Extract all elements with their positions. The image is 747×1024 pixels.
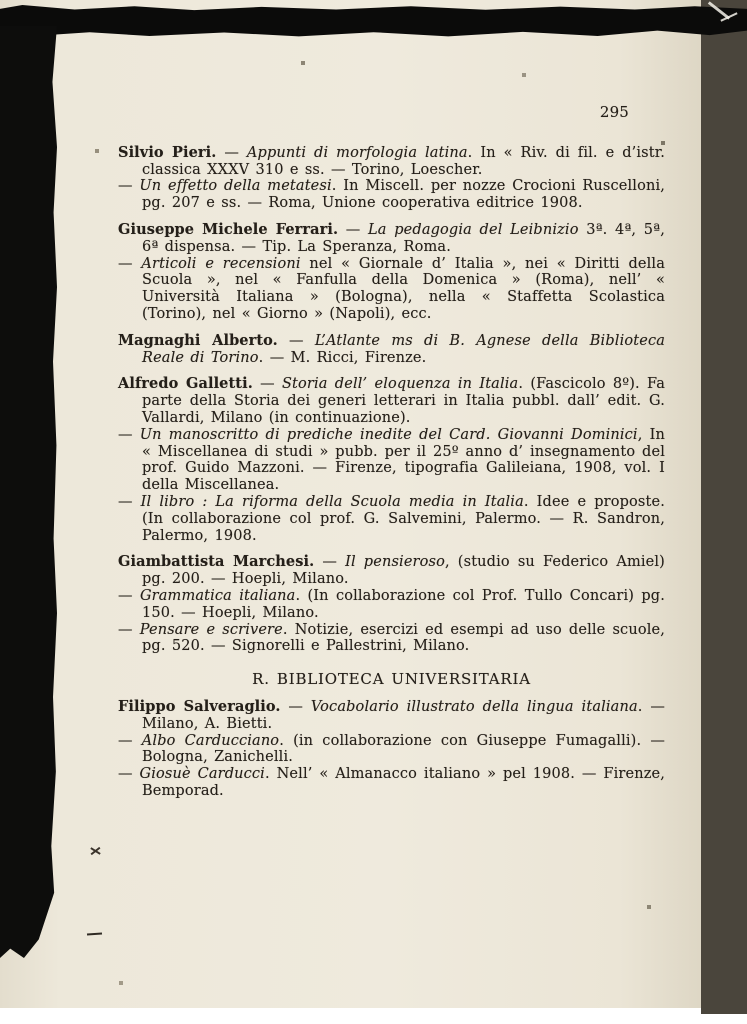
entry-text: nel « Giornale d’ Italia », nei « Diritti della Scuola », nel « Fanfulla della Domenica » (Roma), nell’ « Università Italiana » (Bologna), nella « Staffetta Scolastica (Torino), nel « Giorno » (Napoli), ecc. — [142, 255, 665, 322]
scan-edge-right — [701, 0, 747, 1014]
work-title: L’Atlante ms di B. Agnese della Biblioteca Reale di Torino — [142, 332, 666, 366]
entry-paragraph — [118, 178, 665, 212]
entry-text: — — [216, 144, 247, 161]
entry-paragraph — [118, 333, 665, 367]
entry-text: , In « Miscellanea di studi » pubb. per il 25º anno d’ insegnamento del prof. Guido Mazzoni. — Firenze, tipografia Galileiana, 1908, vol. I della Miscellanea. — [142, 426, 665, 494]
entry-text: . (Fascicolo 8º). Fa parte della Storia dei generi letterari in Italia pubbl. dall’ edit. G. Vallardi, Milano (in continuazione). — [142, 376, 666, 426]
entry-paragraph — [118, 622, 665, 656]
bibliography-entry — [118, 222, 665, 323]
entry-text: — — [118, 766, 140, 783]
author-name: Giambattista Marchesi. — [118, 553, 315, 571]
entry-text: , (studio su Federico Amiel) pg. 200. — Hoepli, Milano. — [142, 554, 665, 588]
entry-text: — — [277, 332, 315, 349]
entry-paragraph — [118, 554, 665, 588]
scan-edge-left — [0, 26, 57, 958]
entry-text: — — [314, 554, 346, 571]
work-title: Albo Carducciano — [141, 732, 280, 749]
work-title: Un manoscritto di prediche inedite del Card. Giovanni Dominici — [139, 426, 638, 443]
entry-text: — — [252, 376, 282, 393]
author-name: Silvio Pieri. — [118, 143, 217, 161]
work-title: Storia dell’ eloquenza in Italia — [281, 376, 519, 393]
work-title: Appunti di morfologia latina — [246, 144, 468, 161]
entry-text: — — [118, 426, 140, 443]
author-name: Giuseppe Michele Ferrari. — [118, 220, 339, 238]
bibliography-entry — [118, 554, 665, 655]
entry-text: . Notizie, esercizi ed esempi ad uso delle scuole, pg. 520. — Signorelli e Pallestrini, Milano. — [142, 621, 665, 655]
bibliography-entry — [118, 376, 665, 544]
author-name: Magnaghi Alberto. — [118, 331, 278, 349]
entry-paragraph — [118, 494, 665, 544]
work-title: Vocabolario illustrato della lingua italiana — [310, 698, 638, 715]
entry-text: — — [118, 587, 140, 604]
page-number: 295 — [599, 103, 629, 121]
entry-text: 3ª. 4ª, 5ª, 6ª dispensa. — Tip. La Speranza, Roma. — [142, 221, 665, 255]
bibliography-entry — [118, 145, 665, 212]
entry-paragraph — [118, 699, 665, 733]
work-title: La pedagogia del Leibnizio — [368, 221, 579, 238]
entry-text: . (in collaborazione con Giuseppe Fumagalli). — Bologna, Zanichelli. — [142, 732, 665, 766]
entry-text: . Idee e proposte. (In collaborazione col prof. G. Salvemini, Palermo. — R. Sandron, Palermo, 1908. — [142, 493, 665, 544]
entry-paragraph — [118, 766, 665, 800]
work-title: Pensare e scrivere — [139, 621, 283, 638]
work-title: Un effetto della metatesi — [139, 178, 332, 195]
entry-text: — — [118, 732, 142, 749]
section-heading: R. BIBLIOTECA UNIVERSITARIA — [252, 670, 531, 689]
bibliography-entry — [118, 699, 665, 800]
entry-text: . — Milano, A. Bietti. — [142, 698, 666, 732]
scan-edge-top — [0, 5, 747, 37]
entry-paragraph — [118, 256, 665, 323]
page-content — [118, 104, 665, 810]
entry-text: . — M. Ricci, Firenze. — [258, 349, 427, 366]
entry-paragraph — [118, 733, 665, 767]
entry-paragraph — [118, 588, 665, 622]
work-title: Il libro : La riforma della Scuola media in Italia — [140, 493, 524, 510]
margin-pen-mark — [90, 845, 101, 856]
entry-text: . In Miscell. per nozze Crocioni Ruscelloni, pg. 207 e ss. — Roma, Unione cooperativa editrice 1908. — [142, 178, 665, 212]
entry-paragraph — [118, 376, 665, 426]
entry-text: — — [118, 178, 140, 195]
bibliography — [118, 145, 665, 800]
work-title: Grammatica italiana — [139, 587, 296, 604]
entry-text: — — [118, 621, 140, 638]
entry-text: — — [118, 493, 141, 510]
author-name: Alfredo Galletti. — [118, 375, 253, 393]
work-title: Giosuè Carducci — [139, 766, 265, 783]
entry-text: . (In collaborazione col Prof. Tullo Concari) pg. 150. — Hoepli, Milano. — [142, 587, 666, 621]
entry-paragraph — [118, 145, 665, 179]
entry-text: — — [338, 221, 369, 238]
work-title: Il pensieroso — [345, 554, 445, 571]
entry-text: . In « Riv. di fil. e d’istr. classica XXXV 310 e ss. — Torino, Loescher. — [142, 144, 665, 178]
scan-dust-specks — [0, 0, 2, 2]
entry-paragraph — [118, 222, 665, 256]
entry-text: — — [118, 255, 142, 272]
entry-paragraph — [118, 427, 665, 494]
author-name: Filippo Salveraglio. — [118, 697, 281, 715]
work-title: Articoli e recensioni — [141, 255, 301, 272]
entry-text: — — [280, 698, 311, 715]
bibliography-entry — [118, 333, 665, 367]
entry-text: . Nell’ « Almanacco italiano » pel 1908. — Firenze, Bemporad. — [142, 766, 665, 799]
